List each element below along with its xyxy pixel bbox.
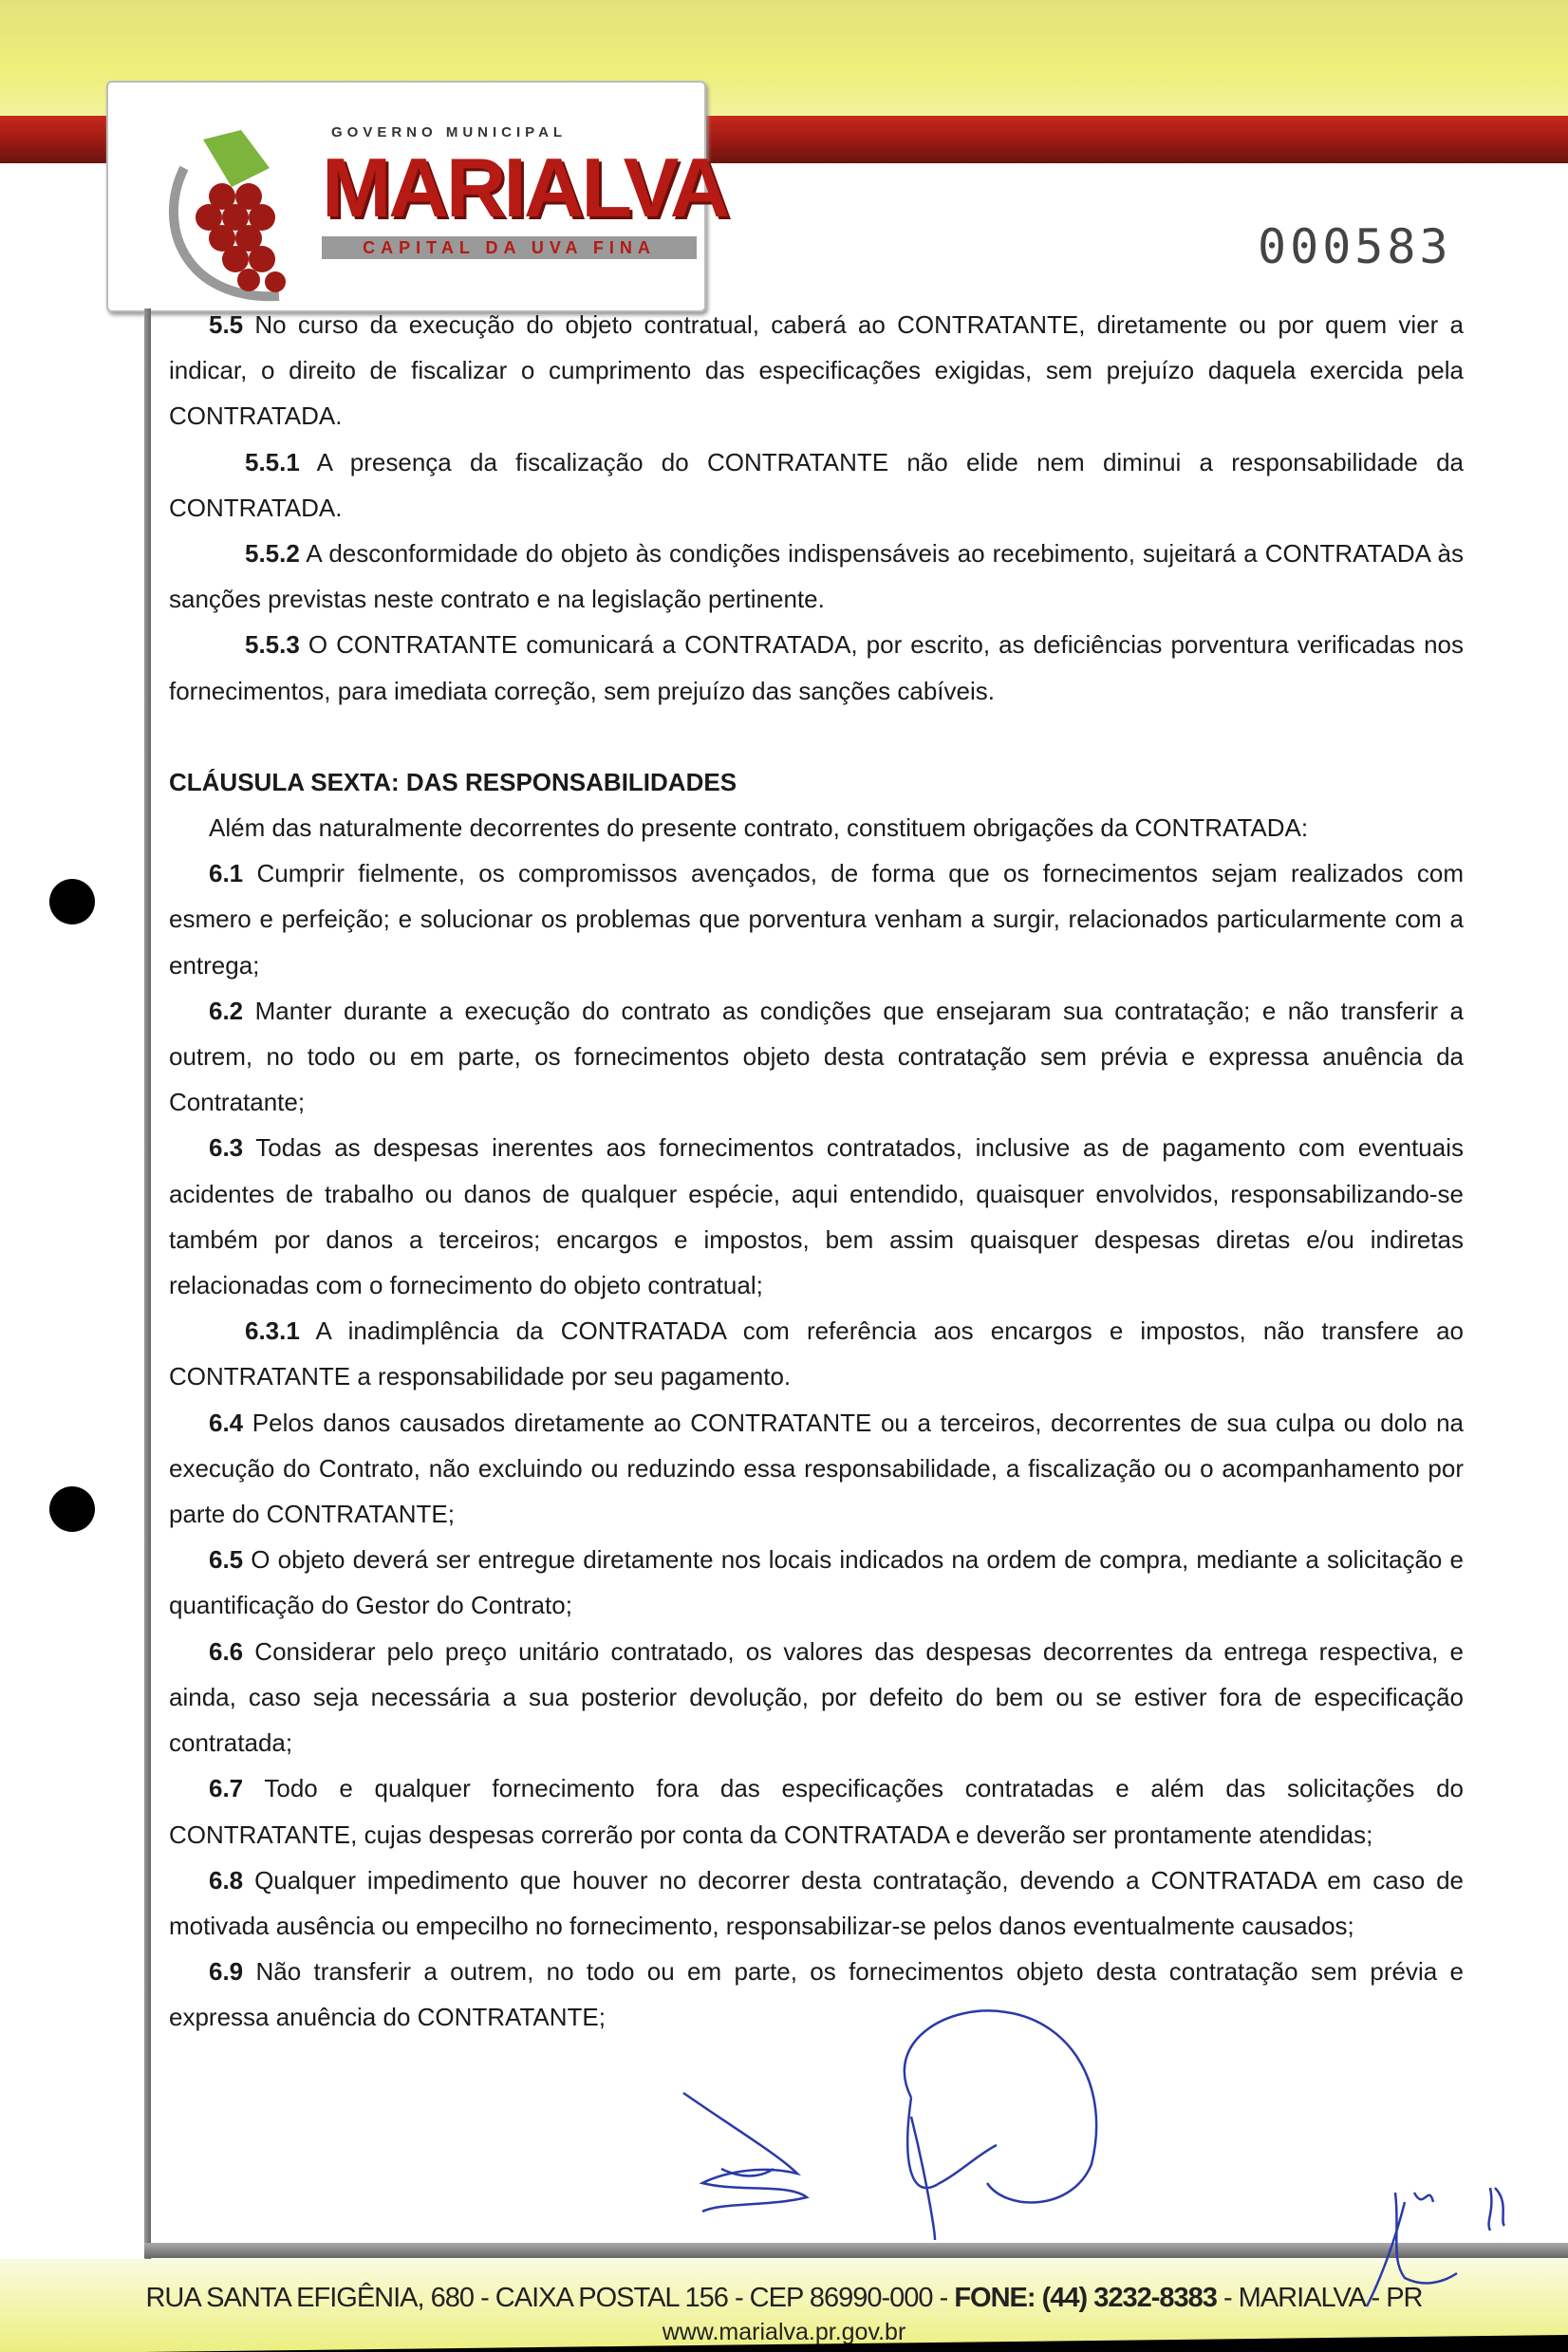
clause-number: 6.9 [209,1957,244,1987]
paragraph-text: O CONTRATANTE comunicará a CONTRATADA, por escrito, as deficiências porventura verificadas nos fornecimentos, para imediata correção, sem prejuízo das sanções cabíveis. [169,630,1464,705]
footer-url: www.marialva.pr.gov.br [662,2319,906,2345]
grapes-icon [165,130,327,310]
bottom-border-rule [144,2243,1568,2258]
item-6-2 [169,988,1464,1126]
punch-hole-bottom [49,1486,95,1532]
clause-intro: Além das naturalmente decorrentes do presente contrato, constituem obrigações da CONTRATADA: [209,813,1309,843]
phone-text: FONE: (44) 3232-8383 [954,2283,1217,2313]
clause-number: 6.5 [209,1545,244,1575]
clause-number: 6.3.1 [245,1316,300,1346]
item-6-3 [169,1125,1464,1308]
clause-number: 6.2 [209,996,244,1025]
punch-hole-top [49,879,95,924]
clause-number: 5.5 [209,310,244,339]
clause-number: 6.7 [209,1774,244,1803]
paragraph-text: No curso da execução do objeto contratual, caberá ao CONTRATANTE, diretamente ou por quem vier a indicar, o direito de fiscalizar o cumprimento das especificações exigidas, sem prejuízo daquela exercida pela CONTRATADA. [169,310,1464,431]
item-6-4 [169,1400,1464,1538]
clause-number: 6.3 [209,1133,244,1163]
item-6-9 [169,1949,1464,2040]
clause-number: 6.1 [209,859,244,888]
logo-name: MARIALVA [322,140,728,234]
item-6-5 [169,1537,1464,1628]
clause-number: 6.6 [209,1636,244,1666]
item-6-7 [169,1765,1464,1857]
clause-number: 5.5.1 [245,447,300,476]
clause-heading: CLÁUSULA SEXTA: DAS RESPONSABILIDADES [169,767,737,796]
document-body [169,302,1464,2041]
logo-tagline: CAPITAL DA UVA FINA [322,236,697,259]
paragraph-text: A presença da fiscalização do CONTRATANTE não elide nem diminui a responsabilidade da CONTRATADA. [169,447,1464,522]
address-text: RUA SANTA EFIGÊNIA, 680 - CAIXA POSTAL 156 - CEP 86990-000 - [145,2283,955,2313]
clause-number: 5.5.3 [245,630,300,660]
clause-number: 6.4 [209,1408,244,1437]
left-border-rule [144,308,151,2259]
item-6-1 [169,850,1464,988]
item-text: Considerar pelo preço unitário contratado, os valores das despesas decorrentes da entrega respectiva, e ainda, caso seja necessária a sua posterior devolução, por defeito do bem ou se estiver fora de especificação contratada; [169,1636,1464,1758]
paragraph-5-5-2 [169,531,1464,622]
item-text: Todas as despesas inerentes aos fornecimentos contratados, inclusive as de pagamento com eventuais acidentes de trabalho ou danos de qualquer espécie, aqui entendido, quaisquer envolvidos, responsabilizando-se também por danos a terceiros; encargos e impostos, bem assim quaisquer despesas diretas e/ou indiretas relacionadas com o fornecimento do objeto contratual; [169,1133,1464,1300]
item-text: Manter durante a execução do contrato as condições que ensejaram sua contratação; e não transferir a outrem, no todo ou em parte, os fornecimentos objeto desta contratação sem prévia e expressa anuência da Contratante; [169,996,1464,1117]
paragraph-5-5-1 [169,439,1464,531]
clause-number: 6.8 [209,1865,244,1895]
paragraph-text: A desconformidade do objeto às condições indispensáveis ao recebimento, sujeitará a CONTRATADA às sanções previstas neste contrato e na legislação pertinente. [169,539,1464,614]
item-text: Cumprir fielmente, os compromissos avençados, de forma que os fornecimentos sejam realizados com esmero e perfeição; e solucionar os problemas que porventura venham a surgir, relacionados particularmente com a entrega; [169,859,1464,980]
item-6-3-1 [169,1308,1464,1399]
item-text: Todo e qualquer fornecimento fora das especificações contratadas e além das solicitações do CONTRATANTE, cujas despesas correrão por conta da CONTRATADA e deverão ser prontamente atendidas; [169,1774,1464,1849]
city-text: - MARIALVA - PR [1216,2283,1423,2313]
paragraph-5-5 [169,302,1464,439]
item-text: Não transferir a outrem, no todo ou em parte, os fornecimentos objeto desta contratação sem prévia e expressa anuência do CONTRATANTE; [169,1957,1464,2032]
item-6-6 [169,1629,1464,1766]
marialva-logo [106,81,728,312]
item-text: Pelos danos causados diretamente ao CONTRATANTE ou a terceiros, decorrentes de sua culpa ou dolo na execução do Contrato, não excluindo ou reduzindo essa responsabilidade, a fiscalização ou o acompanhamento por parte do CONTRATANTE; [169,1408,1464,1529]
item-text: A inadimplência da CONTRATADA com referência aos encargos e impostos, não transfere ao CONTRATANTE a responsabilidade por seu pagamento. [169,1316,1464,1391]
logo-subtitle: GOVERNO MUNICIPAL [331,124,568,140]
footer-address [0,2282,1568,2314]
item-text: Qualquer impedimento que houver no decorrer desta contratação, devendo a CONTRATADA em caso de motivada ausência ou empecilho no fornecimento, responsabilizar-se pelos danos eventualmente causados; [169,1865,1464,1940]
clause-number: 5.5.2 [245,539,300,569]
item-text: O objeto deverá ser entregue diretamente nos locais indicados na ordem de compra, mediante a solicitação e quantificação do Gestor do Contrato; [169,1545,1464,1620]
paragraph-5-5-3 [169,622,1464,713]
item-6-8 [169,1857,1464,1949]
document-number: 000583 [1258,219,1452,274]
